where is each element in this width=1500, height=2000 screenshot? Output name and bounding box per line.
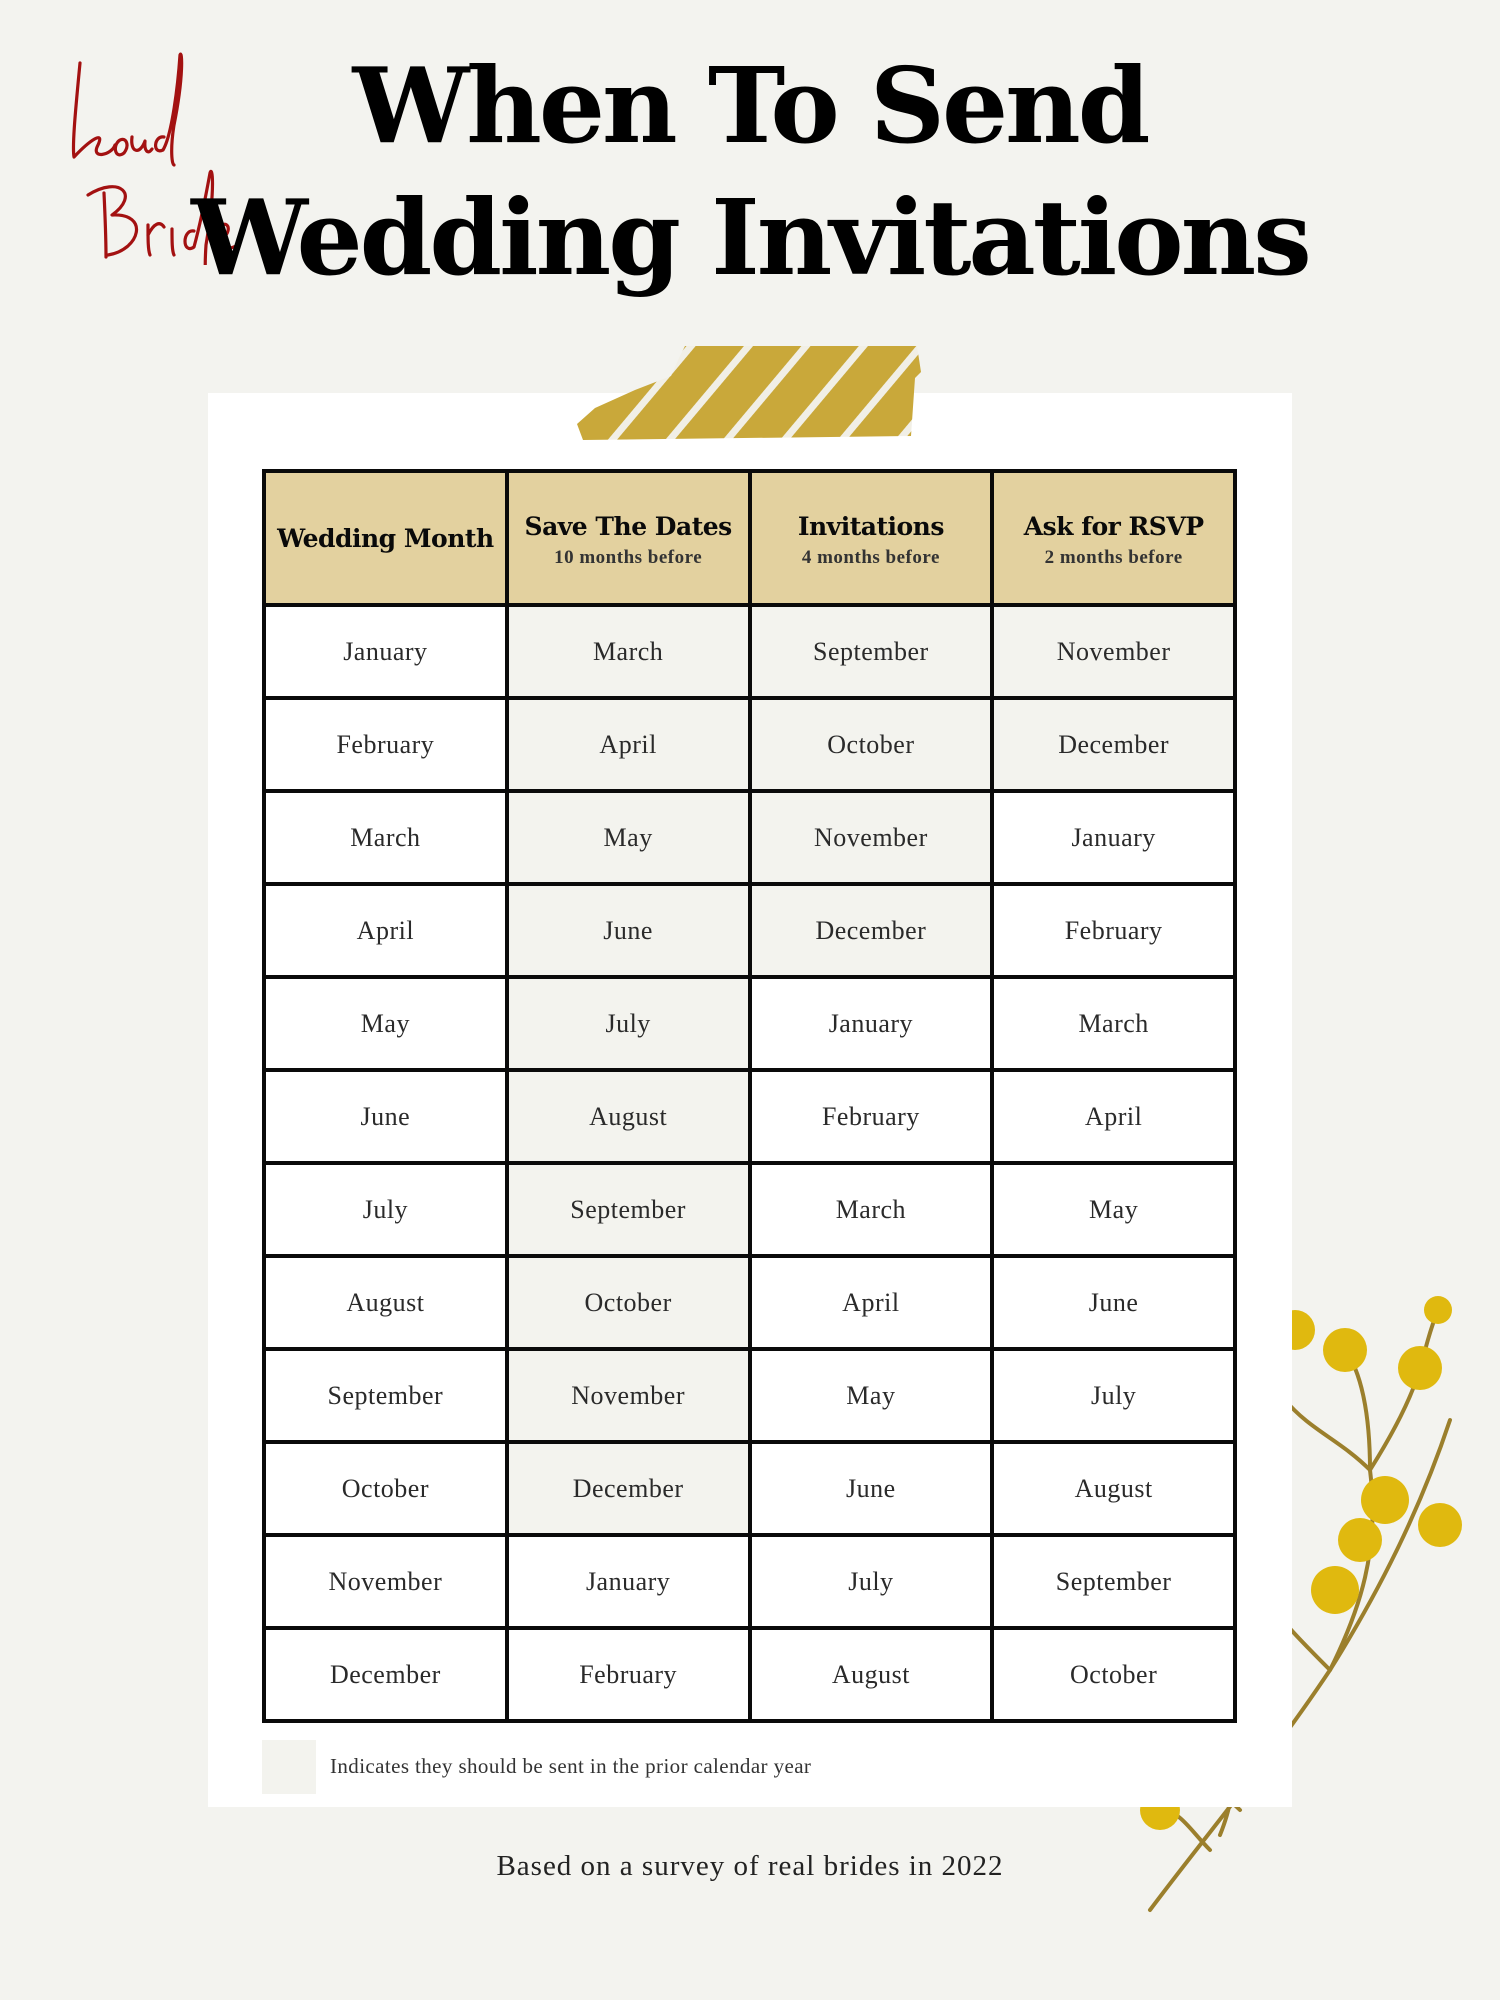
invitation-cell: February [750, 1070, 993, 1163]
title-line-2: Wedding Invitations [191, 176, 1309, 299]
invitation-cell: July [750, 1535, 993, 1628]
save-the-date-cell: May [507, 791, 750, 884]
table-row [264, 1349, 1235, 1442]
table-header-row [264, 471, 1235, 605]
column-subtitle: 4 months before [801, 546, 940, 568]
save-the-date-cell: June [507, 884, 750, 977]
column-subtitle: 2 months before [1044, 546, 1183, 568]
table-row [264, 1535, 1235, 1628]
save-the-date-cell: November [507, 1349, 750, 1442]
table-row [264, 977, 1235, 1070]
invitation-cell: June [750, 1442, 993, 1535]
save-the-date-cell: August [507, 1070, 750, 1163]
save-the-date-cell: April [507, 698, 750, 791]
column-title: Wedding Month [277, 523, 494, 553]
table-row [264, 698, 1235, 791]
rsvp-cell: October [992, 1628, 1235, 1721]
rsvp-cell: December [992, 698, 1235, 791]
wedding-month-cell: July [264, 1163, 507, 1256]
rsvp-cell: June [992, 1256, 1235, 1349]
legend-text: Indicates they should be sent in the prior calendar year [330, 1754, 812, 1778]
save-the-date-cell: July [507, 977, 750, 1070]
wedding-month-cell: October [264, 1442, 507, 1535]
column-title: Save The Dates [524, 511, 732, 541]
table-row [264, 1163, 1235, 1256]
save-the-date-cell: March [507, 605, 750, 698]
table-row [264, 1256, 1235, 1349]
invitation-timeline-table [262, 469, 1237, 1723]
invitation-cell: April [750, 1256, 993, 1349]
column-header-ask-for-rsvp [992, 471, 1235, 605]
save-the-date-cell: December [507, 1442, 750, 1535]
column-header-save-the-dates [507, 471, 750, 605]
save-the-date-cell: January [507, 1535, 750, 1628]
wedding-month-cell: February [264, 698, 507, 791]
rsvp-cell: May [992, 1163, 1235, 1256]
wedding-month-cell: January [264, 605, 507, 698]
save-the-date-cell: September [507, 1163, 750, 1256]
invitation-cell: December [750, 884, 993, 977]
rsvp-cell: February [992, 884, 1235, 977]
wedding-month-cell: August [264, 1256, 507, 1349]
footer-note: Based on a survey of real brides in 2022 [496, 1850, 1004, 1882]
gold-washi-tape [575, 342, 925, 442]
wedding-month-cell: November [264, 1535, 507, 1628]
prior-year-swatch [262, 1740, 316, 1794]
invitation-cell: August [750, 1628, 993, 1721]
table-row [264, 605, 1235, 698]
rsvp-cell: July [992, 1349, 1235, 1442]
wedding-month-cell: December [264, 1628, 507, 1721]
wedding-month-cell: May [264, 977, 507, 1070]
invitation-cell: November [750, 791, 993, 884]
wedding-month-cell: April [264, 884, 507, 977]
rsvp-cell: September [992, 1535, 1235, 1628]
rsvp-cell: August [992, 1442, 1235, 1535]
table-row [264, 1442, 1235, 1535]
save-the-date-cell: October [507, 1256, 750, 1349]
invitation-cell: May [750, 1349, 993, 1442]
title-line-1: When To Send [352, 44, 1148, 167]
invitation-cell: September [750, 605, 993, 698]
table-row [264, 791, 1235, 884]
timeline-table [262, 469, 1237, 1723]
wedding-month-cell: September [264, 1349, 507, 1442]
wedding-month-cell: June [264, 1070, 507, 1163]
rsvp-cell: April [992, 1070, 1235, 1163]
invitation-cell: March [750, 1163, 993, 1256]
invitation-cell: January [750, 977, 993, 1070]
rsvp-cell: November [992, 605, 1235, 698]
column-title: Ask for RSVP [1023, 511, 1204, 541]
page-title [190, 40, 1310, 304]
column-header-wedding-month [264, 471, 507, 605]
column-subtitle: 10 months before [554, 546, 703, 568]
save-the-date-cell: February [507, 1628, 750, 1721]
rsvp-cell: March [992, 977, 1235, 1070]
table-row [264, 884, 1235, 977]
table-row [264, 1070, 1235, 1163]
legend [262, 1740, 962, 1794]
table-row [264, 1628, 1235, 1721]
wedding-month-cell: March [264, 791, 507, 884]
column-title: Invitations [797, 511, 944, 541]
rsvp-cell: January [992, 791, 1235, 884]
column-header-invitations [750, 471, 993, 605]
invitation-cell: October [750, 698, 993, 791]
